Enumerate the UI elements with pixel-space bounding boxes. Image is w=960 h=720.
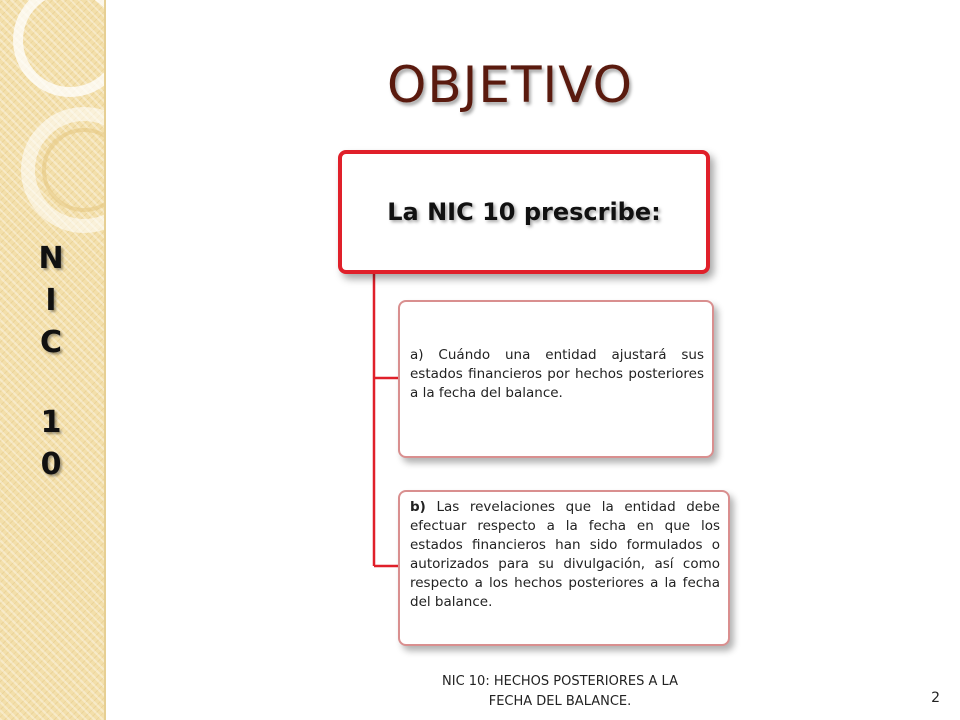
side-letter: 1 (40, 405, 62, 440)
side-letter: C (39, 325, 63, 360)
side-letter: 0 (40, 447, 62, 482)
side-letter: I (45, 283, 57, 318)
slide-title: OBJETIVO (387, 56, 633, 114)
page-number: 2 (931, 690, 940, 706)
item-b-box (398, 490, 730, 646)
main-heading-box (338, 150, 710, 274)
item-b-text: Las revelaciones que la entidad debe efectuar respecto a la fecha en que los estados financieros han sido formulados o autorizados para su divulgación, así como respecto a los hechos posteriores a la fecha del balance. (410, 499, 720, 610)
item-a-text: a) Cuándo una entidad ajustará sus estados financieros por hechos posteriores a la fecha del balance. (410, 347, 704, 401)
item-b-prefix: b) (410, 499, 426, 515)
footer-caption (400, 672, 720, 712)
side-letter: N (38, 241, 64, 276)
main-heading-text: La NIC 10 prescribe: (387, 198, 661, 226)
item-a-box (398, 300, 714, 458)
footer-line-2: FECHA DEL BALANCE. (488, 694, 632, 709)
footer-line-1: NIC 10: HECHOS POSTERIORES A LA (442, 674, 678, 689)
